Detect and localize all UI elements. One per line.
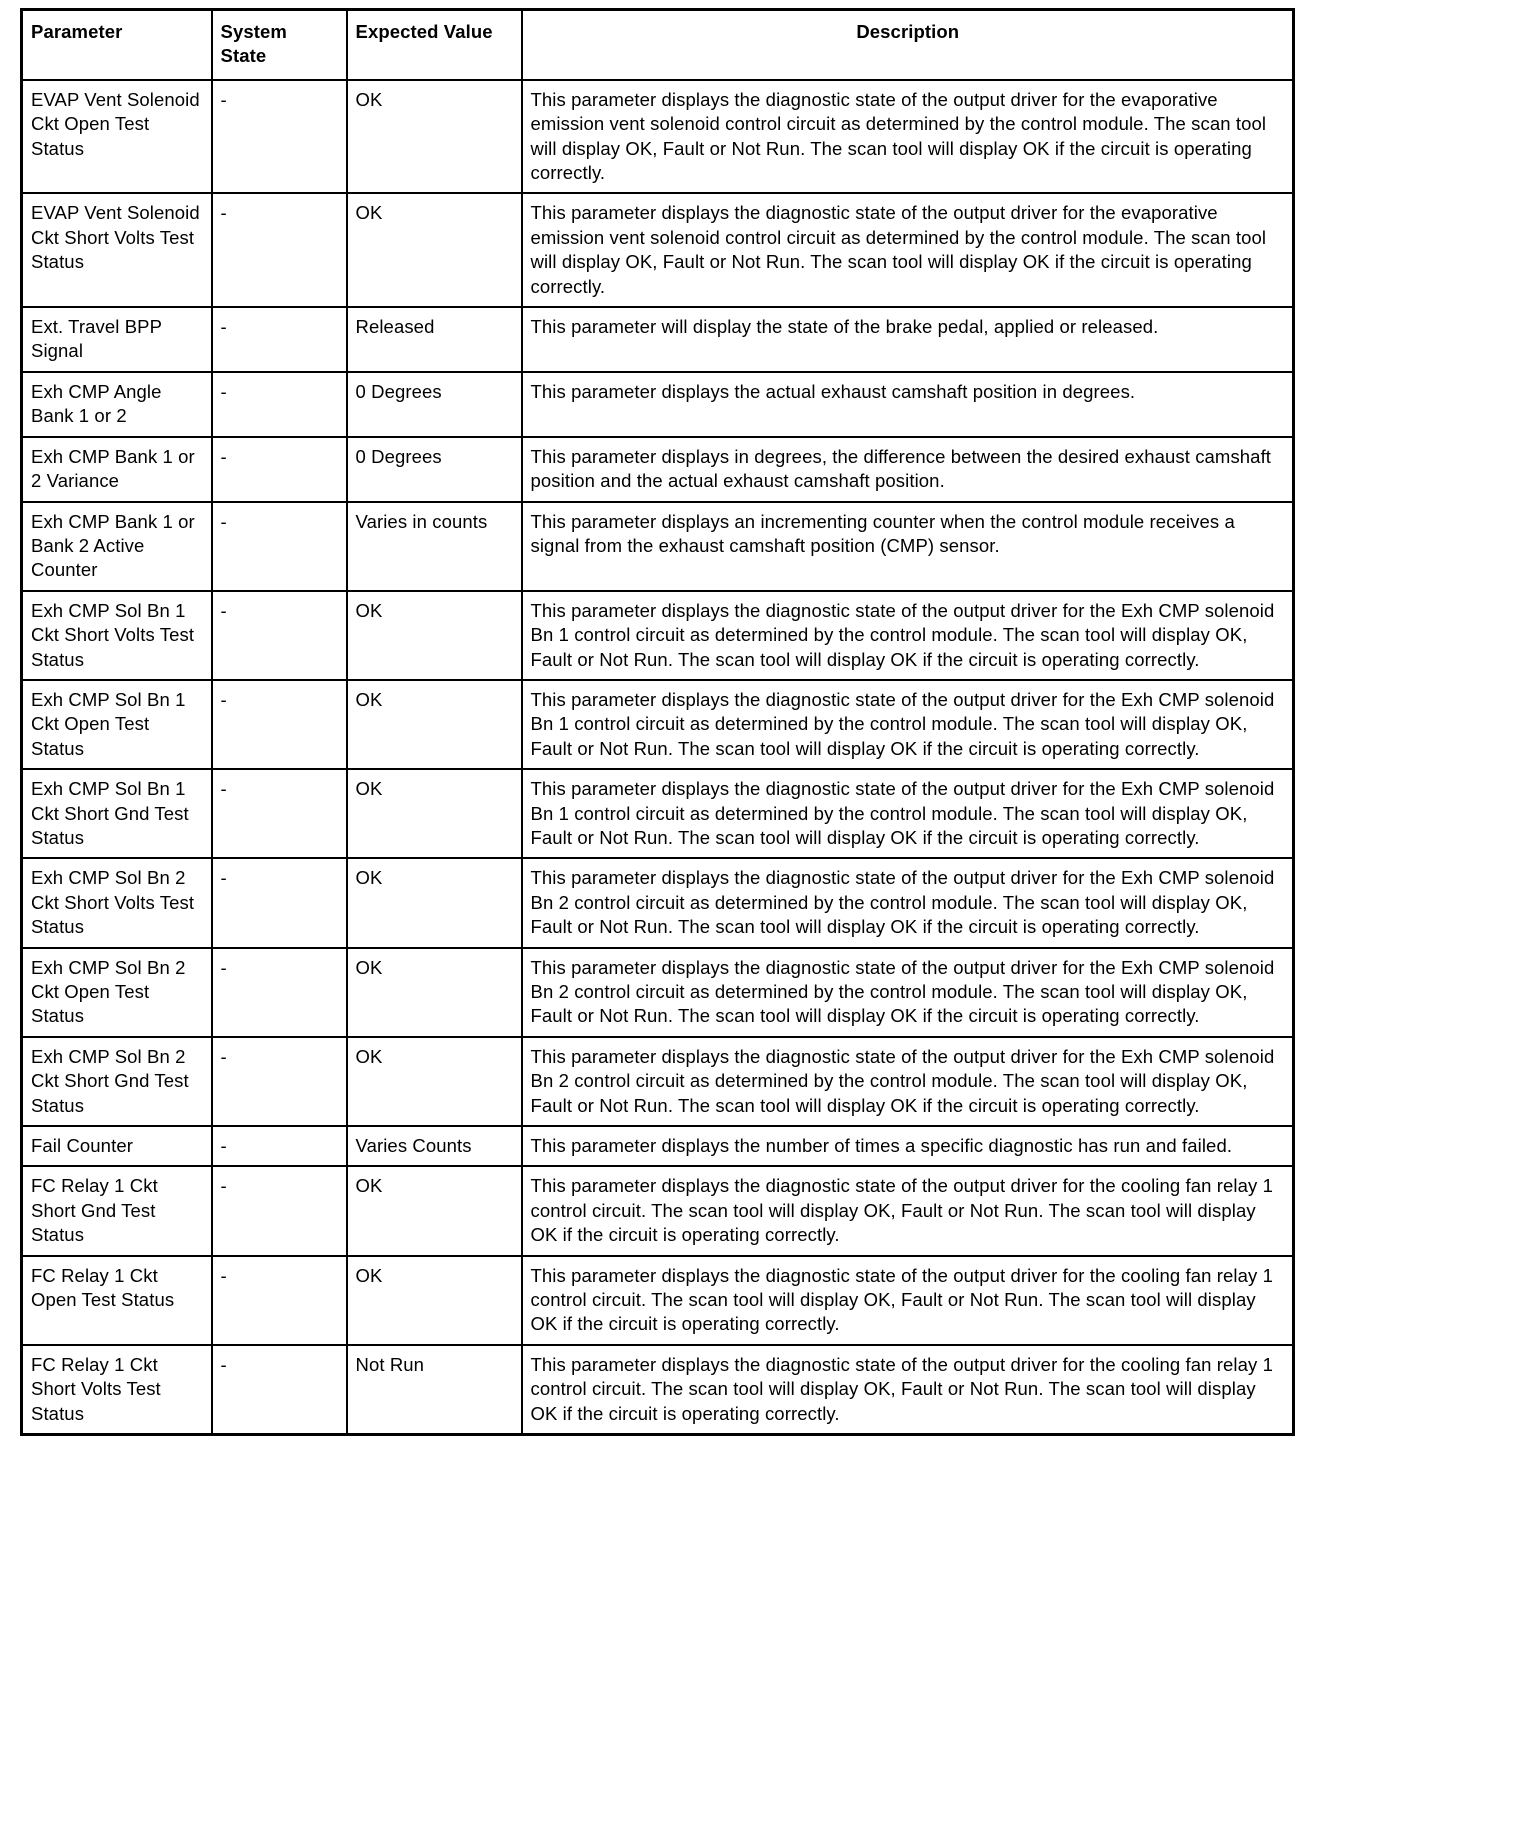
table-body	[22, 80, 1294, 1435]
cell-parameter: Exh CMP Bank 1 or Bank 2 Active Counter	[22, 502, 212, 591]
cell-system-state: -	[212, 372, 347, 437]
cell-description: This parameter displays the diagnostic state of the output driver for the evaporative emission vent solenoid control circuit as determined by the control module. The scan tool will display OK, Fault or Not Run. The scan tool will display OK if the circuit is operating correctly.	[522, 193, 1294, 307]
cell-description: This parameter displays the diagnostic state of the output driver for the Exh CMP solenoid Bn 1 control circuit as determined by the control module. The scan tool will display OK, Fault or Not Run. The scan tool will display OK if the circuit is operating correctly.	[522, 591, 1294, 680]
cell-parameter: Exh CMP Sol Bn 2 Ckt Open Test Status	[22, 948, 212, 1037]
cell-expected-value: OK	[347, 1037, 522, 1126]
table-row	[22, 502, 1294, 591]
cell-system-state: -	[212, 437, 347, 502]
cell-system-state: -	[212, 948, 347, 1037]
cell-expected-value: Varies in counts	[347, 502, 522, 591]
cell-system-state: -	[212, 193, 347, 307]
cell-system-state: -	[212, 1256, 347, 1345]
cell-expected-value: OK	[347, 80, 522, 194]
cell-parameter: Exh CMP Sol Bn 1 Ckt Open Test Status	[22, 680, 212, 769]
cell-parameter: Exh CMP Sol Bn 1 Ckt Short Gnd Test Status	[22, 769, 212, 858]
cell-expected-value: OK	[347, 591, 522, 680]
table-row	[22, 1345, 1294, 1435]
parameter-table	[20, 8, 1295, 1436]
cell-system-state: -	[212, 80, 347, 194]
cell-description: This parameter displays the diagnostic state of the output driver for the Exh CMP solenoid Bn 2 control circuit as determined by the control module. The scan tool will display OK, Fault or Not Run. The scan tool will display OK if the circuit is operating correctly.	[522, 1037, 1294, 1126]
cell-parameter: Exh CMP Sol Bn 2 Ckt Short Volts Test Status	[22, 858, 212, 947]
cell-parameter: EVAP Vent Solenoid Ckt Short Volts Test Status	[22, 193, 212, 307]
cell-parameter: Exh CMP Bank 1 or 2 Variance	[22, 437, 212, 502]
cell-system-state: -	[212, 502, 347, 591]
table-row	[22, 1037, 1294, 1126]
column-header-system-state-line2: State	[220, 45, 267, 67]
cell-parameter: FC Relay 1 Ckt Short Volts Test Status	[22, 1345, 212, 1435]
cell-expected-value: OK	[347, 193, 522, 307]
cell-expected-value: 0 Degrees	[347, 372, 522, 437]
table-row	[22, 307, 1294, 372]
cell-system-state: -	[212, 858, 347, 947]
cell-expected-value: 0 Degrees	[347, 437, 522, 502]
cell-system-state: -	[212, 591, 347, 680]
column-header-expected-value: Expected Value	[347, 10, 522, 80]
cell-description: This parameter displays the number of times a specific diagnostic has run and failed.	[522, 1126, 1294, 1166]
cell-expected-value: OK	[347, 680, 522, 769]
cell-description: This parameter will display the state of the brake pedal, applied or released.	[522, 307, 1294, 372]
cell-parameter: EVAP Vent Solenoid Ckt Open Test Status	[22, 80, 212, 194]
cell-description: This parameter displays the diagnostic state of the output driver for the cooling fan relay 1 control circuit. The scan tool will display OK, Fault or Not Run. The scan tool will display OK if the circuit is operating correctly.	[522, 1166, 1294, 1255]
column-header-system-state	[212, 10, 347, 80]
cell-expected-value: OK	[347, 858, 522, 947]
table-row	[22, 437, 1294, 502]
cell-parameter: Exh CMP Sol Bn 2 Ckt Short Gnd Test Status	[22, 1037, 212, 1126]
cell-description: This parameter displays an incrementing counter when the control module receives a signal from the exhaust camshaft position (CMP) sensor.	[522, 502, 1294, 591]
table-row	[22, 591, 1294, 680]
table-row	[22, 948, 1294, 1037]
cell-description: This parameter displays the diagnostic state of the output driver for the evaporative emission vent solenoid control circuit as determined by the control module. The scan tool will display OK, Fault or Not Run. The scan tool will display OK if the circuit is operating correctly.	[522, 80, 1294, 194]
cell-parameter: FC Relay 1 Ckt Open Test Status	[22, 1256, 212, 1345]
cell-expected-value: OK	[347, 948, 522, 1037]
cell-system-state: -	[212, 1037, 347, 1126]
cell-parameter: FC Relay 1 Ckt Short Gnd Test Status	[22, 1166, 212, 1255]
column-header-parameter: Parameter	[22, 10, 212, 80]
table-row	[22, 80, 1294, 194]
column-header-system-state-line1: System	[220, 21, 287, 42]
cell-system-state: -	[212, 680, 347, 769]
cell-description: This parameter displays the diagnostic state of the output driver for the cooling fan relay 1 control circuit. The scan tool will display OK, Fault or Not Run. The scan tool will display OK if the circuit is operating correctly.	[522, 1256, 1294, 1345]
cell-system-state: -	[212, 769, 347, 858]
table-row	[22, 680, 1294, 769]
cell-parameter: Exh CMP Sol Bn 1 Ckt Short Volts Test Status	[22, 591, 212, 680]
cell-expected-value: Released	[347, 307, 522, 372]
cell-system-state: -	[212, 307, 347, 372]
cell-expected-value: OK	[347, 1166, 522, 1255]
cell-parameter: Exh CMP Angle Bank 1 or 2	[22, 372, 212, 437]
table-row	[22, 1166, 1294, 1255]
cell-expected-value: OK	[347, 769, 522, 858]
table-header	[22, 10, 1294, 80]
table-header-row	[22, 10, 1294, 80]
cell-description: This parameter displays the diagnostic state of the output driver for the Exh CMP solenoid Bn 2 control circuit as determined by the control module. The scan tool will display OK, Fault or Not Run. The scan tool will display OK if the circuit is operating correctly.	[522, 858, 1294, 947]
cell-expected-value: Not Run	[347, 1345, 522, 1435]
table-row	[22, 858, 1294, 947]
table-row	[22, 372, 1294, 437]
cell-description: This parameter displays in degrees, the difference between the desired exhaust camshaft position and the actual exhaust camshaft position.	[522, 437, 1294, 502]
table-row	[22, 1126, 1294, 1166]
column-header-description: Description	[522, 10, 1294, 80]
cell-description: This parameter displays the diagnostic state of the output driver for the cooling fan relay 1 control circuit. The scan tool will display OK, Fault or Not Run. The scan tool will display OK if the circuit is operating correctly.	[522, 1345, 1294, 1435]
table-row	[22, 193, 1294, 307]
cell-system-state: -	[212, 1126, 347, 1166]
cell-description: This parameter displays the diagnostic state of the output driver for the Exh CMP solenoid Bn 1 control circuit as determined by the control module. The scan tool will display OK, Fault or Not Run. The scan tool will display OK if the circuit is operating correctly.	[522, 680, 1294, 769]
cell-description: This parameter displays the actual exhaust camshaft position in degrees.	[522, 372, 1294, 437]
cell-description: This parameter displays the diagnostic state of the output driver for the Exh CMP solenoid Bn 1 control circuit as determined by the control module. The scan tool will display OK, Fault or Not Run. The scan tool will display OK if the circuit is operating correctly.	[522, 769, 1294, 858]
cell-parameter: Fail Counter	[22, 1126, 212, 1166]
table-row	[22, 1256, 1294, 1345]
cell-system-state: -	[212, 1345, 347, 1435]
cell-expected-value: Varies Counts	[347, 1126, 522, 1166]
cell-parameter: Ext. Travel BPP Signal	[22, 307, 212, 372]
cell-description: This parameter displays the diagnostic state of the output driver for the Exh CMP solenoid Bn 2 control circuit as determined by the control module. The scan tool will display OK, Fault or Not Run. The scan tool will display OK if the circuit is operating correctly.	[522, 948, 1294, 1037]
cell-system-state: -	[212, 1166, 347, 1255]
cell-expected-value: OK	[347, 1256, 522, 1345]
table-row	[22, 769, 1294, 858]
